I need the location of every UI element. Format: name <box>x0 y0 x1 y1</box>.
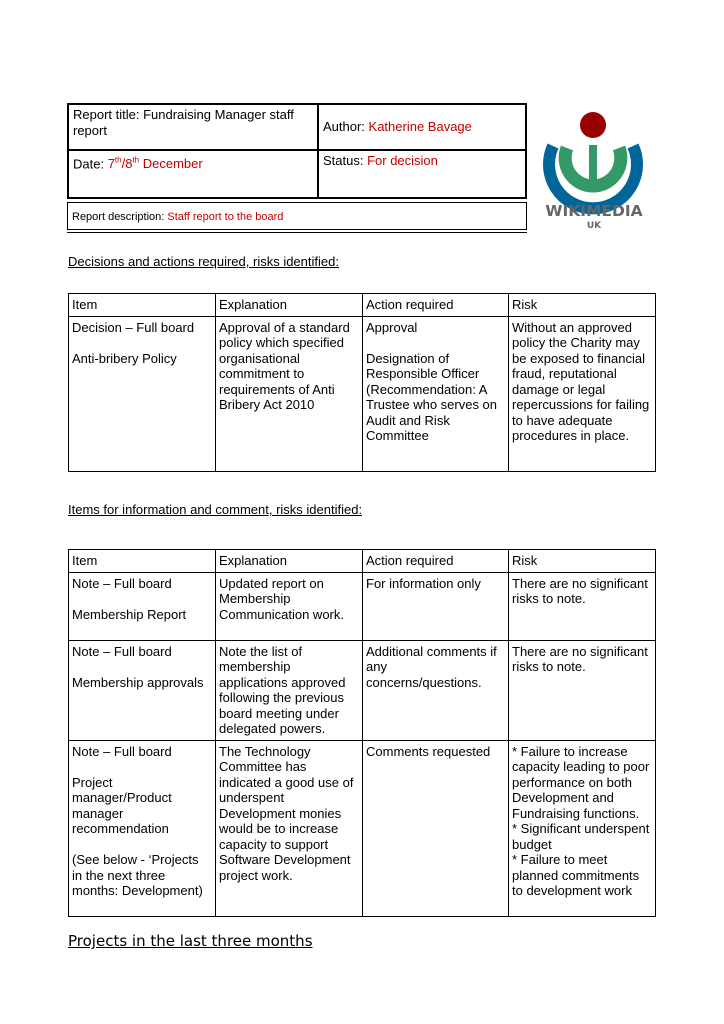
action-cell: Approval Designation of Responsible Officer (Recommendation: A Trustee who serves on Audit and Risk Committee <box>363 316 509 471</box>
status-value: For decision <box>367 153 438 168</box>
report-description-box <box>67 202 527 230</box>
section-information-title: Items for information and comment, risks identified: <box>68 502 363 517</box>
status-cell <box>318 150 526 198</box>
header-risk: Risk <box>509 294 656 317</box>
report-title-cell <box>68 104 318 150</box>
header-item: Item <box>69 550 216 573</box>
table-header-row <box>69 294 656 317</box>
table-header-row <box>69 550 656 573</box>
report-header-table <box>67 103 527 199</box>
date-cell <box>68 150 318 198</box>
header-explanation: Explanation <box>216 294 363 317</box>
risk-cell: There are no significant risks to note. <box>509 640 656 740</box>
risk-cell: There are no significant risks to note. <box>509 572 656 640</box>
risk-cell: Without an approved policy the Charity may be exposed to financial fraud, reputational damage or legal repercussions for failing to have adequate procedures in place. <box>509 316 656 471</box>
divider <box>67 232 527 233</box>
logo-subtext: UK <box>586 221 602 230</box>
author-cell <box>318 104 526 150</box>
description-value: Staff report to the board <box>167 211 284 223</box>
item-cell: Note – Full board Membership Report <box>69 572 216 640</box>
report-title-value: Fundraising Manager staff report <box>73 107 294 138</box>
header-risk: Risk <box>509 550 656 573</box>
item-cell: Note – Full board Membership approvals <box>69 640 216 740</box>
explanation-cell: Note the list of membership applications approved following the previous board meeting under delegated powers. <box>216 640 363 740</box>
table-row <box>69 572 656 640</box>
risk-cell: * Failure to increase capacity leading to poor performance on both Development and Fundraising functions. * Significant underspent budget * Failure to meet planned commitments to development work <box>509 740 656 916</box>
decisions-table <box>68 293 656 472</box>
explanation-cell: The Technology Committee has indicated a good use of underspent Development monies would be to increase capacity to support Software Development project work. <box>216 740 363 916</box>
action-cell: Additional comments if any concerns/questions. <box>363 640 509 740</box>
description-label: Report description: <box>72 211 168 223</box>
date-value: 7th/8th December <box>107 156 203 172</box>
header-action: Action required <box>363 550 509 573</box>
author-label: Author: <box>323 119 369 134</box>
table-row <box>69 640 656 740</box>
status-label: Status: <box>323 153 368 168</box>
explanation-cell: Approval of a standard policy which specified organisational commitment to requirements of Anti Bribery Act 2010 <box>216 316 363 471</box>
logo-text: WIKIMEDIA <box>545 202 643 220</box>
action-cell: For information only <box>363 572 509 640</box>
logo-red-dot <box>580 112 606 138</box>
wikimedia-uk-logo <box>537 108 651 230</box>
projects-heading: Projects in the last three months <box>68 932 313 950</box>
action-cell: Comments requested <box>363 740 509 916</box>
item-cell: Note – Full board Project manager/Product manager recommendation (See below - ‘Projects in the next three months: Development) <box>69 740 216 916</box>
report-title-label: Report title: <box>73 107 144 122</box>
section-decisions-title: Decisions and actions required, risks identified: <box>68 254 339 269</box>
explanation-cell: Updated report on Membership Communication work. <box>216 572 363 640</box>
header-action: Action required <box>363 294 509 317</box>
information-table <box>68 549 656 917</box>
table-row <box>69 740 656 916</box>
author-value: Katherine Bavage <box>368 119 472 134</box>
logo-stem <box>589 145 597 183</box>
date-label: Date: <box>73 156 108 172</box>
header-explanation: Explanation <box>216 550 363 573</box>
header-item: Item <box>69 294 216 317</box>
item-cell: Decision – Full board Anti-bribery Policy <box>69 316 216 471</box>
table-row <box>69 316 656 471</box>
